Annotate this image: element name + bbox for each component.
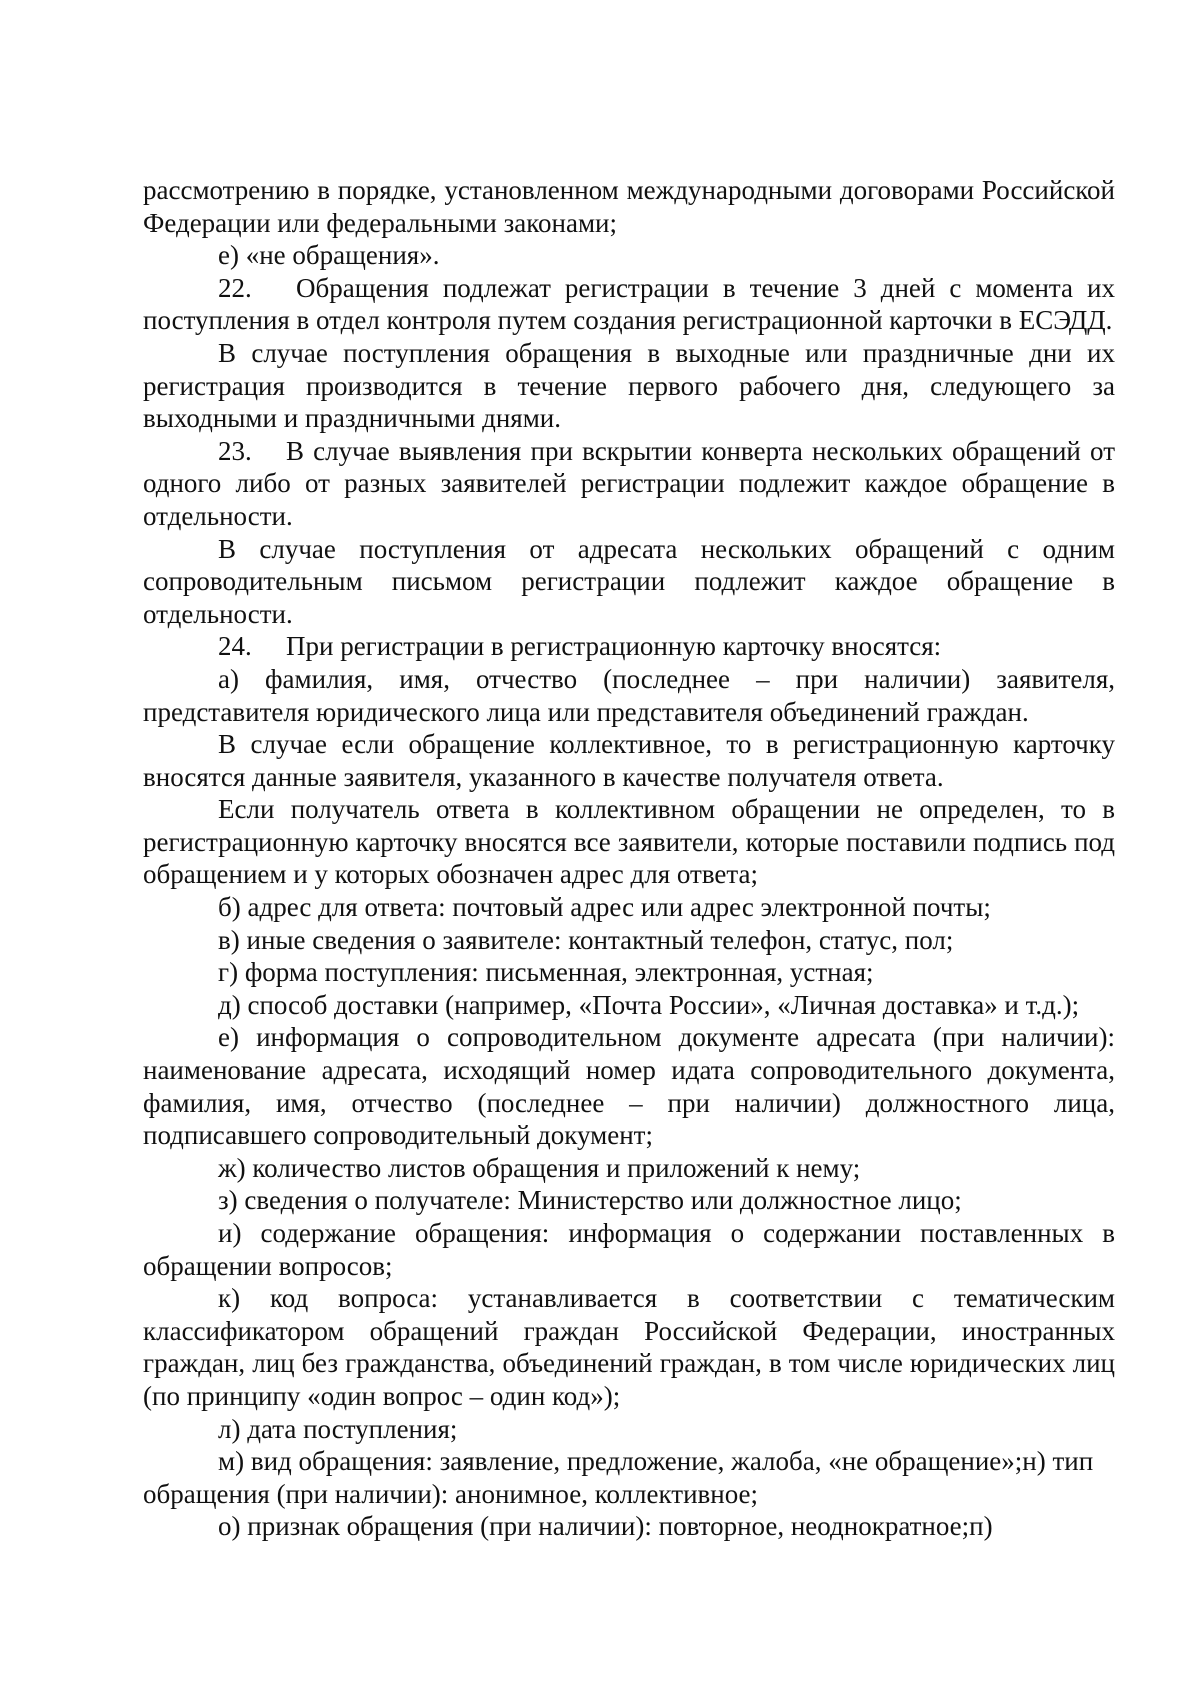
paragraph-item-m: м) вид обращения: заявление, предложение, жалоба, «не обращение»;н) тип обращения (при наличии): анонимное, коллективное; <box>143 1446 1094 1509</box>
clause-number-22: 22. <box>218 272 252 303</box>
clause-text-23: В случае выявления при вскрытии конверта нескольких обращений от одного либо от разных заявителей регистрации подлежит каждое обращение в отдельности. <box>143 435 1115 531</box>
clause-text-24: При регистрации в регистрационную карточку вносятся: <box>286 631 942 662</box>
paragraph-item-d: д) способ доставки (например, «Почта России», «Личная доставка» и т.д.); <box>218 989 1080 1020</box>
paragraph-cover-letter: В случае поступления от адресата нескольких обращений с одним сопроводительным письмом регистрации подлежит каждое обращение в отдельности. <box>143 533 1115 629</box>
paragraph-item-g: г) форма поступления: письменная, электронная, устная; <box>218 957 874 988</box>
paragraph-clause-23 <box>143 435 1115 533</box>
paragraph-clause-22 <box>143 272 1115 337</box>
paragraph-collective: В случае если обращение коллективное, то в регистрационную карточку вносятся данные заявителя, указанного в качестве получателя ответа. <box>143 729 1115 792</box>
clause-text-22: Обращения подлежат регистрации в течение 3 дней с момента их поступления в отдел контроля путем создания регистрационной карточки в ЕСЭДД. <box>143 272 1115 336</box>
paragraph-item-e2: е) информация о сопроводительном документе адресата (при наличии): наименование адресата, исходящий номер идата сопроводительного документа, фамилия, имя, отчество (последнее – при наличии) должностного лица, подписавшего сопроводительный документ; <box>143 1022 1115 1151</box>
paragraph-recipient-undefined: Если получатель ответа в коллективном обращении не определен, то в регистрационную карточку вносятся все заявители, которые поставили подпись под обращением и у которых обозначен адрес для ответа; <box>143 794 1115 890</box>
paragraph-item-zh: ж) количество листов обращения и приложений к нему; <box>218 1152 861 1183</box>
paragraph-item-k: к) код вопроса: устанавливается в соответствии с тематическим классификатором обращений граждан Российской Федерации, иностранных граждан, лиц без гражданства, объединений граждан, в том числе юридических лиц (по принципу «один вопрос – один код»); <box>143 1283 1115 1411</box>
paragraph-clause-24 <box>143 630 1115 663</box>
paragraph-item-z: з) сведения о получателе: Министерство или должностное лицо; <box>218 1185 962 1216</box>
paragraph-item-b: б) адрес для ответа: почтовый адрес или адрес электронной почты; <box>218 892 991 923</box>
paragraph-item-o: о) признак обращения (при наличии): повторное, неоднократное;п) <box>218 1511 993 1542</box>
paragraph-item-v: в) иные сведения о заявителе: контактный телефон, статус, пол; <box>218 924 954 955</box>
clause-number-23: 23. <box>218 435 252 466</box>
paragraph-weekend-registration: В случае поступления обращения в выходные или праздничные дни их регистрация производится в течение первого рабочего дня, следующего за выходными и праздничными днями. <box>143 337 1115 434</box>
paragraph-item-e: е) «не обращения». <box>218 240 440 271</box>
clause-number-24: 24. <box>218 631 252 662</box>
paragraph-continuation: рассмотрению в порядке, установленном международными договорами Российской Федерации или федеральными законами; <box>143 175 1115 238</box>
paragraph-item-i: и) содержание обращения: информация о содержании поставленных в обращении вопросов; <box>143 1218 1115 1281</box>
paragraph-item-a: а) фамилия, имя, отчество (последнее – при наличии) заявителя, представителя юридического лица или представителя объединений граждан. <box>143 663 1115 727</box>
paragraph-item-l: л) дата поступления; <box>218 1413 458 1444</box>
document-page <box>143 174 1115 1543</box>
